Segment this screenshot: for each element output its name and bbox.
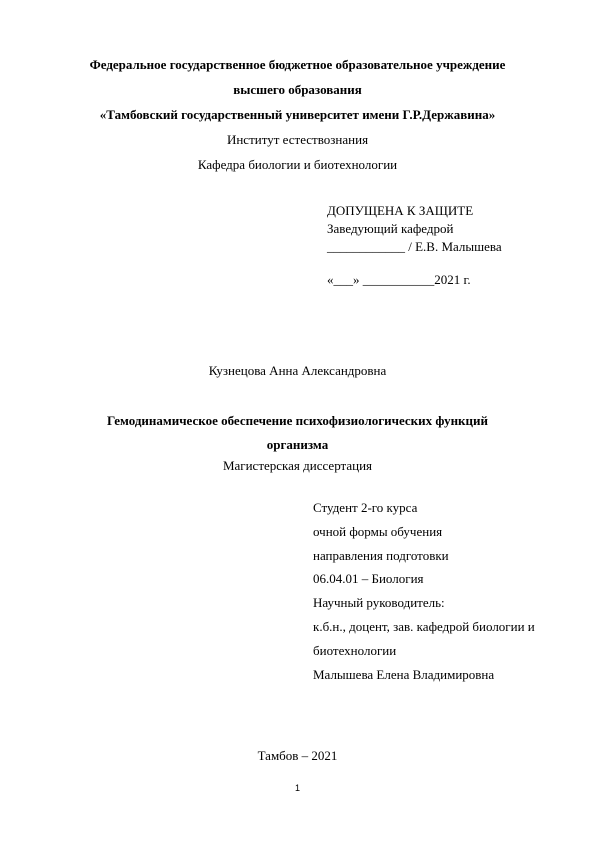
page-number: 1 (294, 783, 300, 793)
student-info-line: 06.04.01 – Биология (313, 571, 424, 586)
thesis-title-line1: Гемодинамическое обеспечение психофизиологических функций (106, 413, 489, 428)
approval-date: «___» ___________2021 г. (327, 272, 471, 287)
university-name: «Тамбовский государственный университет имени Г.Р.Державина» (99, 107, 496, 122)
student-info-line: к.б.н., доцент, зав. кафедрой биологии и (313, 619, 535, 634)
author-name: Кузнецова Анна Александровна (208, 363, 387, 378)
student-info-line: направления подготовки (313, 548, 449, 563)
student-info-line: Научный руководитель: (313, 595, 445, 610)
org-name-line2: высшего образования (233, 82, 362, 97)
student-info-line: биотехнологии (313, 643, 397, 658)
student-info-line: очной формы обучения (313, 524, 443, 539)
org-name-line1: Федеральное государственное бюджетное образовательное учреждение (89, 57, 506, 72)
thesis-title-line2: организма (266, 437, 329, 452)
institute-name: Институт естествознания (226, 132, 369, 147)
thesis-type: Магистерская диссертация (222, 458, 373, 473)
approval-title: ДОПУЩЕНА К ЗАЩИТЕ (327, 203, 474, 218)
department-name: Кафедра биологии и биотехнологии (197, 157, 398, 172)
student-info-line: Малышева Елена Владимировна (313, 667, 495, 682)
place-year: Тамбов – 2021 (257, 748, 338, 763)
student-info-line: Студент 2-го курса (313, 500, 418, 515)
approval-role: Заведующий кафедрой (327, 221, 454, 236)
approval-signature: ____________ / Е.В. Малышева (327, 239, 502, 254)
